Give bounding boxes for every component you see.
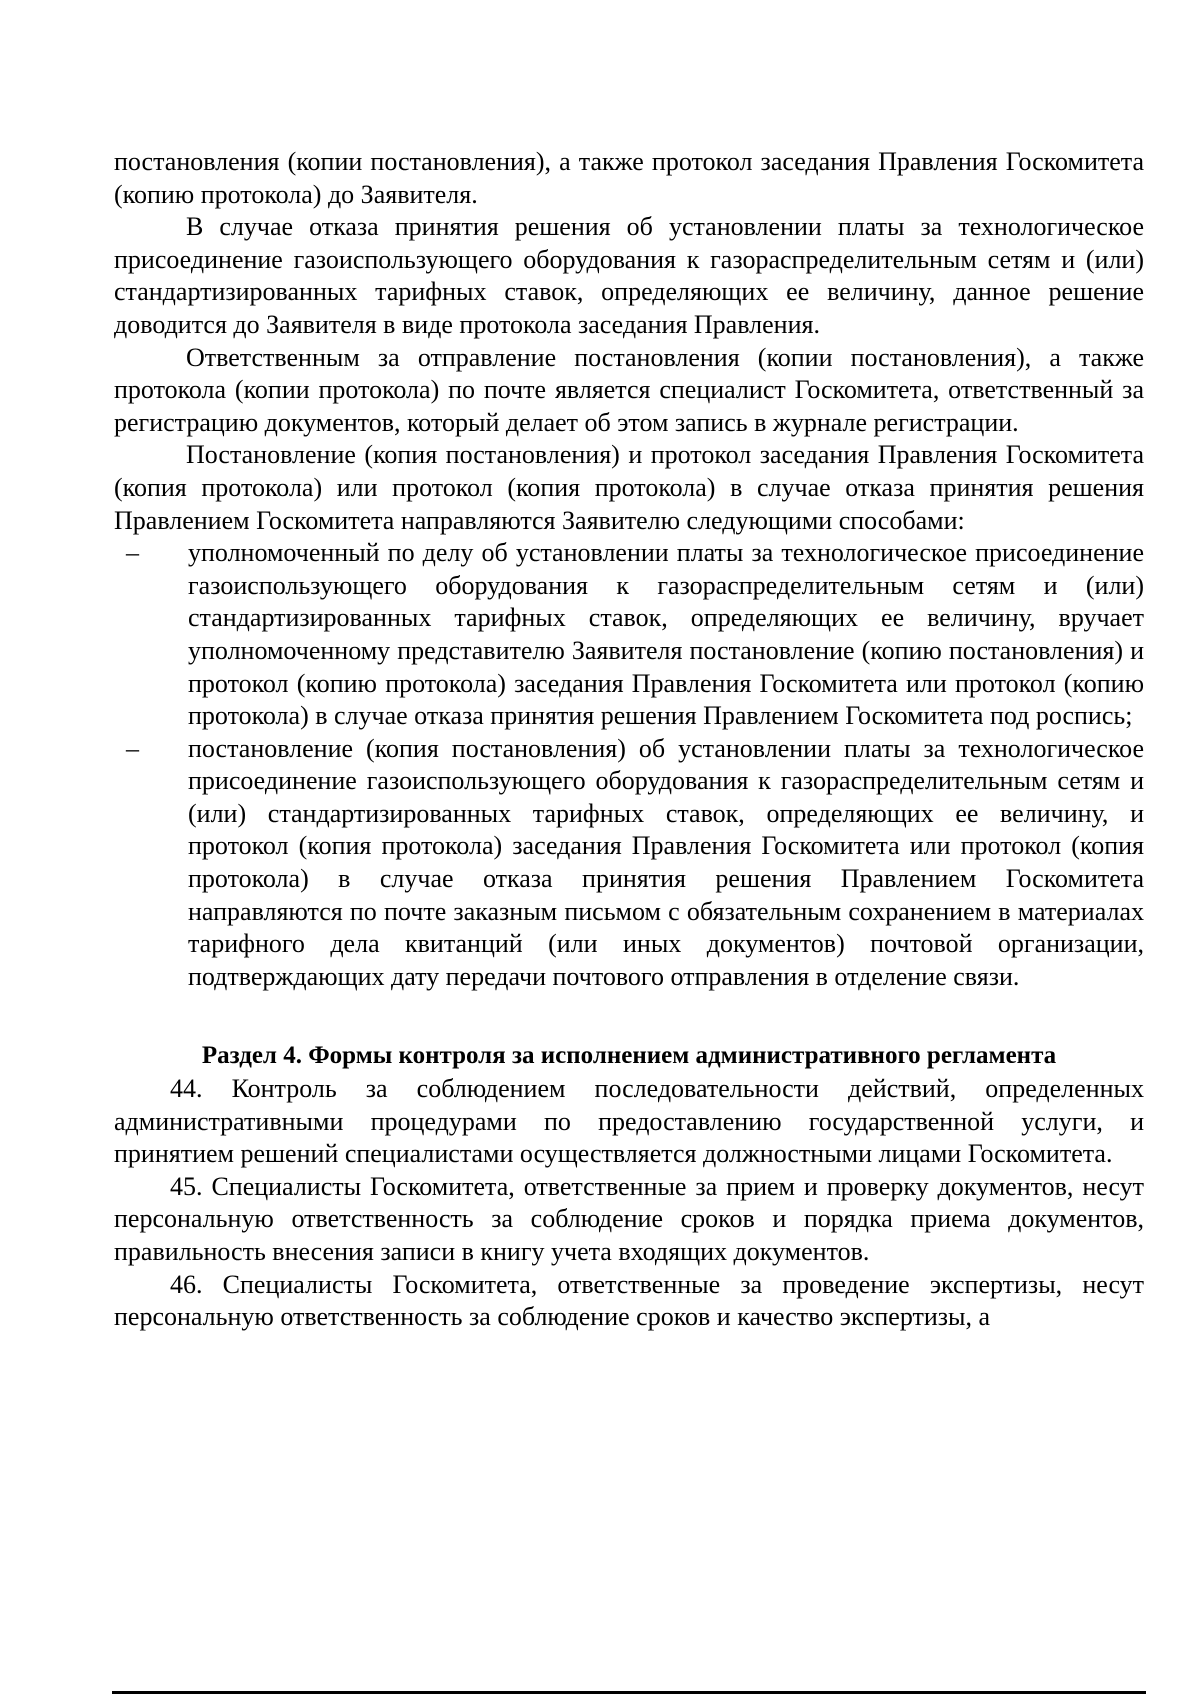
section-heading: Раздел 4. Формы контроля за исполнением административного регламента bbox=[201, 1042, 1057, 1070]
paragraph-continuation: постановления (копии постановления), а также протокол заседания Правления Госкомитета (копию протокола) до Заявителя. bbox=[114, 147, 1144, 209]
paragraph-46: 46. Специалисты Госкомитета, ответственные за проведение экспертизы, несут персональную ответственность за соблюдение сроков и качество экспертизы, а bbox=[114, 1269, 1144, 1332]
list-item bbox=[114, 537, 1144, 733]
dash-bullet: – bbox=[126, 538, 139, 568]
footer-rule bbox=[112, 1691, 1146, 1694]
paragraph-refusal-decision: В случае отказа принятия решения об установлении платы за технологическое присоединение газоиспользующего оборудования к газораспределительным сетям и (или) стандартизированных тарифных ставок, определяющих ее величину, данное решение доводится до Заявителя в виде протокола заседания Правления. bbox=[114, 212, 1144, 339]
delivery-methods-list bbox=[114, 537, 1144, 993]
paragraph-45: 45. Специалисты Госкомитета, ответственные за прием и проверку документов, несут персональную ответственность за соблюдение сроков и порядка приема документов, правильность внесения записи в книгу учета входящих документов. bbox=[114, 1171, 1144, 1266]
paragraph-44: 44. Контроль за соблюдением последовательности действий, определенных административными процедурами по предоставлению государственной услуги, и принятием решений специалистами осуществляется должностными лицами Госкомитета. bbox=[114, 1074, 1144, 1169]
paragraph-responsible-sender: Ответственным за отправление постановления (копии постановления), а также протокола (копии протокола) по почте является специалист Госкомитета, ответственный за регистрацию документов, который делает об этом запись в журнале регистрации. bbox=[114, 342, 1144, 437]
dash-bullet: – bbox=[126, 733, 139, 763]
document-body bbox=[114, 146, 1144, 1334]
list-item-text: уполномоченный по делу об установлении платы за технологическое присоединение газоиспользующего оборудования к газораспределительным сетям и (или) стандартизированных тарифных ставок, определяющих ее величину, вручает уполномоченному представителю Заявителя постановление (копию постановления) и протокол (копию протокола) заседания Правления Госкомитета или протокол (копию протокола) в случае отказа принятия решения Правлением Госкомитета под роспись; bbox=[188, 538, 1144, 731]
list-item-text: постановление (копия постановления) об установлении платы за технологическое присоединение газоиспользующего оборудования к газораспределительным сетям и (или) стандартизированных тарифных ставок, определяющих ее величину, и протокол (копия протокола) заседания Правления Госкомитета или протокол (копия протокола) в случае отказа принятия решения Правлением Госкомитета направляются по почте заказным письмом с обязательным сохранением в материалах тарифного дела квитанций (или иных документов) почтовой организации, подтверждающих дату передачи почтового отправления в отделение связи. bbox=[188, 733, 1144, 991]
list-item bbox=[114, 733, 1144, 994]
paragraph-delivery-methods: Постановление (копия постановления) и протокол заседания Правления Госкомитета (копия протокола) или протокол (копия протокола) в случае отказа принятия решения Правлением Госкомитета направляются Заявителю следующими способами: bbox=[114, 440, 1144, 535]
